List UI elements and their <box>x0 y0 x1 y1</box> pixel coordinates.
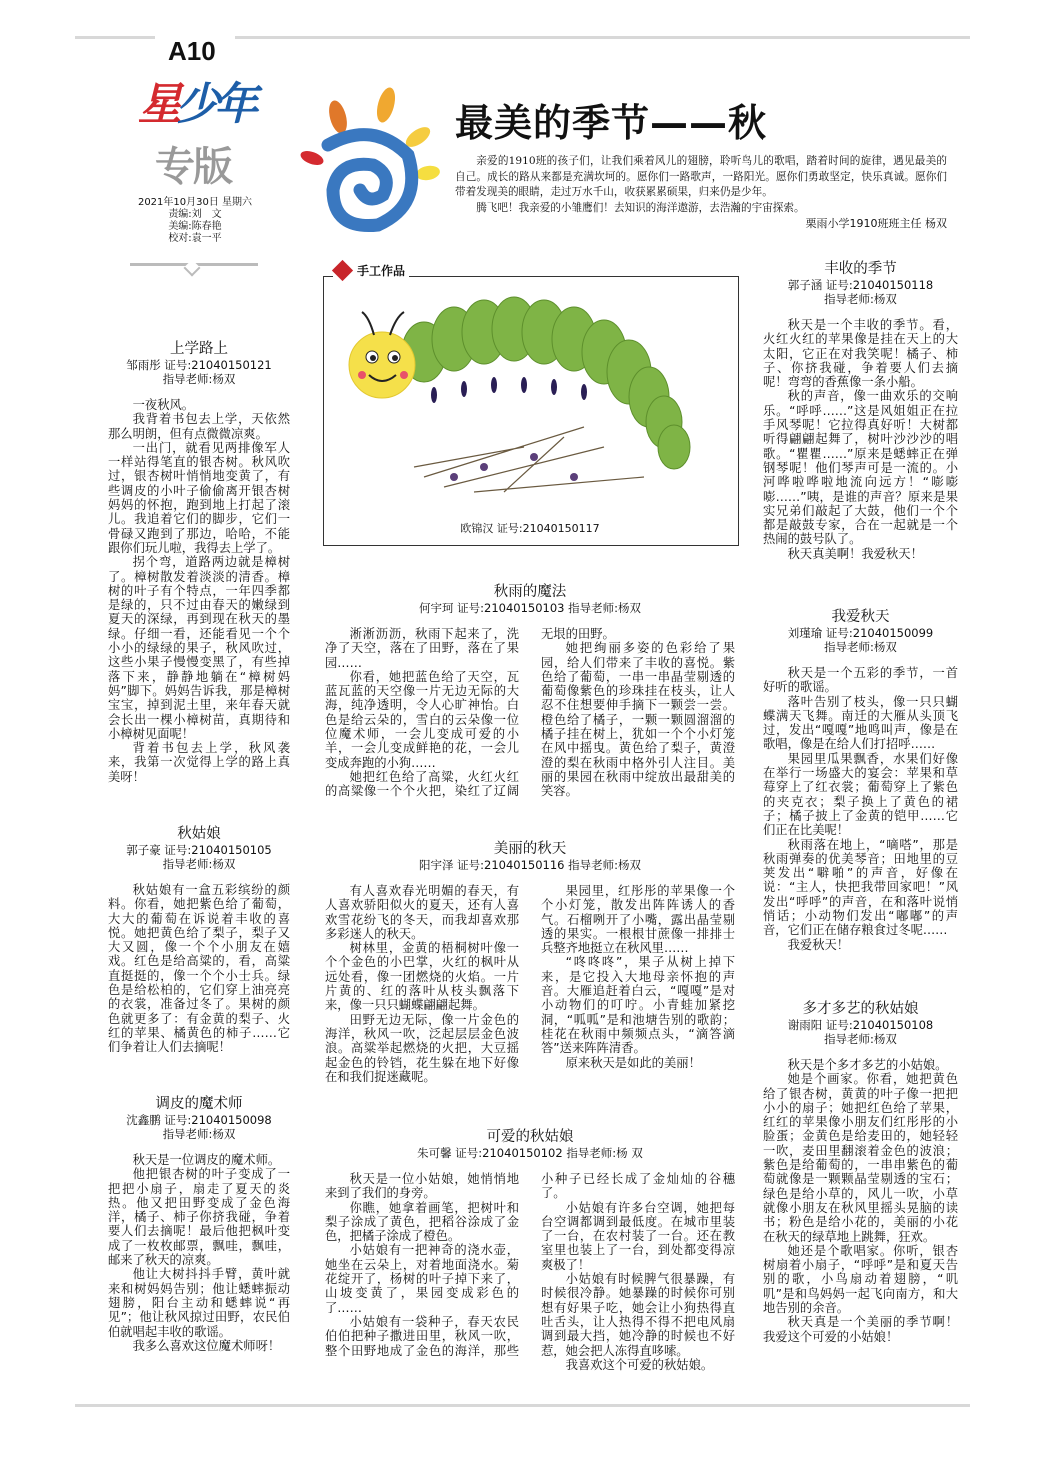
article-body <box>108 883 290 1055</box>
article-title: 美丽的秋天 <box>493 841 567 857</box>
article-paragraph: 他把银杏树的叶子变成了一把把小扇子，扇走了夏天的炎热。他又把田野变成了金色海洋，橘子、柿子你挤我碰，争着要人们去摘呢！最后他把枫叶变成了一枚枚邮票，飘哇，飘哇，邮来了秋天的凉爽。 <box>108 1167 290 1268</box>
author-name: 郭子豪 <box>126 843 161 857</box>
article-byline <box>763 278 958 292</box>
proofreader: 校对:袁一平 <box>168 233 222 244</box>
article-teacher <box>108 1127 290 1141</box>
artwork-section-tag <box>333 262 409 280</box>
student-id: 证号:21040150103 <box>457 601 565 615</box>
article-body <box>325 627 735 799</box>
caterpillar-leaf-art-icon <box>324 277 738 517</box>
article-byline <box>763 626 958 640</box>
article-paragraph: 你瞧，她拿着画笔，把树叶和梨子涂成了黄色，把稻谷涂成了金色，把橘子涂成了橙色。 <box>325 1200 519 1244</box>
article-paragraph: 小姑娘有时候脾气很暴躁，有时候很冷静。她暴躁的时候你可别想有好果子吃，她会让小狗热得直吐舌头，让人热得不得不把电风扇调到最大挡，她冷静的时候也不好惹，她会把人冻得直哆嗦。 <box>541 1272 735 1358</box>
article-paragraph: 她把红色给了高粱，火红火红的高粱像一个个火把，染红了辽阔无垠的田野。 <box>325 627 615 799</box>
artwork-frame <box>323 276 739 546</box>
article-body <box>108 1153 290 1353</box>
article-paragraph: 树林里，金黄的梧桐树叶像一个个金色的小巴掌，火红的枫叶从远处看，像一团燃烧的火焰。一片片黄的、红的落叶从枝头飘落下来，像一只只蝴蝶翩翩起舞。 <box>325 941 519 1013</box>
article-paragraph: 有人喜欢春光明媚的春天，有人喜欢骄阳似火的夏天，还有人喜欢雪花纷飞的冬天，而我却喜欢那多彩迷人的秋天。 <box>325 884 519 941</box>
student-id: 证号:21040150105 <box>164 843 272 857</box>
student-id: 证号:21040150098 <box>164 1113 272 1127</box>
article <box>108 1095 290 1353</box>
artwork-caption: 欧锦汉 证号:21040150117 <box>460 522 600 535</box>
article-paragraph: 她是个画家。你看，她把黄色给了银杏树，黄黄的叶子像一把把小小的扇子；她把红色给了苹果，红红的苹果像小朋友们红彤彤的小脸蛋；金黄色是给麦田的，她轻轻一吹，麦田里翻滚着金色的波浪；紫色是给葡萄的，一串串紫色的葡萄就像是一颗颗晶莹剔透的宝石；绿色是给小草的，风儿一吹，小草就像小朋友在秋风里摇头晃脑的读书；粉色是给小花的，美丽的小花在秋天的绿草地上跳舞，狂欢。 <box>763 1072 958 1244</box>
article-title: 秋雨的魔法 <box>493 584 567 600</box>
article <box>108 825 290 1055</box>
teacher-name: 指导老师:杨双 <box>824 1032 897 1046</box>
article-paragraph: “咚咚咚”，果子从树上掉下来，是它投入大地母亲怀抱的声音。大雁追赶着白云，“嘎嘎”是对小动物们的叮咛。小青蛙加紧挖洞，“呱呱”是和池塘告别的歌韵；桂花在秋雨中频频点头，“滴答滴答”送来阵阵清香。 <box>541 955 735 1056</box>
article <box>763 608 958 952</box>
artwork-tag-label: 手工作品 <box>357 264 406 278</box>
article-paragraph: 果园里瓜果飘香，水果们好像在举行一场盛大的宴会：苹果和草莓穿上了红衣裳；葡萄穿上了紫色的夹克衣；梨子换上了黄色的裙子；橘子披上了金黄的铠甲……它们正在比美呢！ <box>763 751 958 838</box>
article-teacher <box>763 292 958 306</box>
article-byline <box>108 1113 290 1127</box>
article-body <box>763 666 958 952</box>
top-rule-left <box>75 36 155 39</box>
article-paragraph: 我爱秋天！ <box>787 937 850 952</box>
article-paragraph: 秋姑娘有一盒五彩缤纷的颜料。你看，她把紫色给了葡萄，大大的葡萄在诉说着丰收的喜悦。她把黄色给了梨子，梨子又大又圆，像一个个小朋友在嬉戏。红色是给高粱的，看，高粱直挺挺的，像一个个小士兵。绿色是给松柏的，它们穿上油亮亮的衣裳，准备过冬了。果树的颜色就更多了：有金黄的梨子、火红的苹果、橘黄色的柿子……它们争着让人们去摘呢！ <box>108 883 290 1055</box>
author-name: 郭子涵 <box>787 278 823 292</box>
article-paragraph: 果园里，红彤彤的苹果像一个个小灯笼，散发出阵阵诱人的香气。石榴咧开了小嘴，露出晶莹剔透的果实。一根根甘蔗像一排排士兵整齐地挺立在秋风里…… <box>541 884 735 956</box>
article-paragraph: 秋天是一个丰收的季节。看，火红火红的苹果像是挂在天上的大太阳，它正在对我笑呢！橘子、柿子、你挤我碰，争着要人们去摘呢！弯弯的香蕉像一条小船。 <box>763 318 958 390</box>
article-teacher <box>108 372 290 386</box>
article-paragraph: 她还是个歌唱家。你听，银杏树扇着小扇子，“呼呼”是和夏天告别的歌，小鸟扇动着翅膀，“叽叽”是和鸟妈妈一起飞向南方，和大地告别的余音。 <box>763 1243 958 1316</box>
art-editor: 美编:陈春艳 <box>168 221 222 232</box>
teacher-name: 指导老师:杨双 <box>824 292 897 306</box>
student-id: 证号:21040150121 <box>164 358 272 372</box>
article-byline <box>325 858 735 872</box>
article-teacher <box>108 857 290 871</box>
article <box>325 1128 735 1372</box>
article-title: 丰收的季节 <box>824 261 897 277</box>
article-paragraph: 我多么喜欢这位魔术师呀！ <box>132 1338 281 1353</box>
article <box>763 260 958 561</box>
article-paragraph: 淅淅沥沥，秋雨下起来了，洗净了天空，落在了田野，落在了果园…… <box>325 627 519 670</box>
teacher-name: 指导老师:杨 双 <box>566 1146 643 1160</box>
sun-spiral-logo-icon <box>298 85 443 235</box>
article-paragraph: 小姑娘有许多台空调，她把每台空调都调到最低度。在城市里装了一台，在农村装了一台。还在教室里也装上了一台，到处都变得凉爽极了！ <box>541 1200 735 1272</box>
author-name: 刘瑾瑜 <box>787 626 823 640</box>
teacher-name: 指导老师:杨双 <box>162 1127 236 1141</box>
article-paragraph: 她把绚丽多姿的色彩给了果园，给人们带来了丰收的喜悦。紫色给了葡萄，一串一串晶莹剔透的葡萄像紫色的珍珠挂在枝头，让人忍不住想要伸手摘下一颗尝一尝。橙色给了橘子，一颗一颗圆溜溜的橘子挂在树上，犹如一个个小灯笼在风中摇曳。黄色给了梨子，黄澄澄的梨在秋雨中格外引人注目。美丽的果园在秋雨中绽放出最甜美的笑容。 <box>541 641 735 799</box>
student-id: 证号:21040150108 <box>825 1018 934 1032</box>
article <box>325 583 735 799</box>
author-name: 朱可馨 <box>417 1146 452 1160</box>
article-paragraph: 小姑娘有一袋种子，春天农民伯伯把种子撒进田里，秋风一吹，整个田野地成了金色的海洋，那些小种子已经长成了金灿灿的谷穗了。 <box>325 1172 735 1358</box>
intro-paragraph: 亲爱的1910班的孩子们，让我们乘着风儿的翅膀，聆听鸟儿的歌唱，踏着时间的旋律，遇见最美的自己。成长的路从来都是充满坎坷的。愿你们一路歌声，一路阳光。愿你们勇敢坚定，快乐真诚。愿你们带着发现美的眼睛，走过万水千山，收获累累硕果，归来仍是少年。 <box>455 155 947 198</box>
article-title: 秋姑娘 <box>177 826 221 842</box>
tag-diamond-icon <box>332 260 353 281</box>
bottom-rule <box>75 1404 970 1407</box>
teacher-name: 指导老师:杨双 <box>568 858 642 872</box>
article-paragraph: 原来秋天是如此的美丽！ <box>565 1055 701 1070</box>
student-id: 证号:21040150118 <box>825 278 934 292</box>
article-title: 上学路上 <box>170 341 228 357</box>
article-paragraph: 我喜欢这个可爱的秋姑娘。 <box>565 1357 714 1372</box>
article-body <box>325 1172 735 1372</box>
article-body <box>325 884 735 1084</box>
article-byline <box>325 601 735 615</box>
article-byline <box>108 843 290 857</box>
article <box>325 840 735 1084</box>
article-paragraph: 小姑娘有一把神奇的浇水壶，她坐在云朵上，对着地面浇水。菊花绽开了，杨树的叶子掉下来了，山坡变黄了，果园变成彩色的了…… <box>325 1243 519 1315</box>
article-paragraph: 你看，她把蓝色给了天空，瓦蓝瓦蓝的天空像一片无边无际的大海，纯净透明，令人心旷神怡。白色是给云朵的，雪白的云朵像一位位魔术师，一会儿变成可爱的小羊，一会儿变成鲜艳的花，一会儿变成奔跑的小狗…… <box>325 669 519 770</box>
article-paragraph: 一夜秋风。 <box>132 398 195 412</box>
author-name: 谢雨阳 <box>787 1018 823 1032</box>
teacher-name: 指导老师:杨双 <box>568 601 642 615</box>
page-title: 最美的季节——秋 <box>455 101 768 145</box>
article-paragraph: 拐个弯，道路两边就是樟树了。樟树散发着淡淡的清香。樟树的叶子有个特点，一年四季都是绿的，只不过由春天的嫩绿到夏天的深绿，再到现在秋天的墨绿。仔细一看，还能看见一个个小小的绿绿的果子，秋风吹过，这些小果子慢慢变黑了，有些掉落下来，静静地躺在“樟树妈妈”脚下。妈妈告诉我，那是樟树宝宝，掉到泥土里，来年春天就会长出一棵小樟树苗，真期待和小樟树见面呢！ <box>108 555 290 741</box>
article-title: 我爱秋天 <box>831 609 890 625</box>
article-teacher <box>763 1032 958 1046</box>
intro-paragraph: 腾飞吧！我亲爱的小雏鹰们！去知识的海洋遨游，去浩瀚的宇宙探索。 <box>476 201 805 214</box>
teacher-name: 指导老师:杨双 <box>162 372 236 386</box>
section-label: 专版 <box>155 143 231 190</box>
issue-date: 2021年10月30日 星期六 <box>137 197 253 208</box>
article-paragraph: 背着书包去上学，秋风袭来，我第一次觉得上学的路上真美呀！ <box>108 741 290 784</box>
article-paragraph: 秋的声音，像一曲欢乐的交响乐。“呼呼……”这是风姐姐正在拉手风琴呢！它拉得真好听！大树都听得翩翩起舞了，树叶沙沙沙的唱歌。“瞿瞿……”原来是蟋蟀正在弹钢琴呢！他们琴声可是一流的。小河哗啦哗啦地流向远方！“嘭嘭嘭……”咦，是谁的声音？原来是果实兄弟们敲起了大鼓，他们一个个都是敲鼓专家，合在一起就是一个热闹的鼓号队了。 <box>763 389 958 547</box>
student-id: 证号:21040150099 <box>825 626 934 640</box>
article-body <box>763 318 958 561</box>
student-id: 证号:21040150116 <box>457 858 565 872</box>
article-body <box>763 1058 958 1344</box>
article-byline <box>108 358 290 372</box>
intro-signature: 栗雨小学1910班班主任 杨双 <box>805 217 947 230</box>
article-byline <box>325 1146 735 1160</box>
article <box>763 1000 958 1344</box>
article-title: 可爱的秋姑娘 <box>486 1129 574 1145</box>
article-paragraph: 秋天真美啊！我爱秋天！ <box>787 546 923 561</box>
article-byline <box>763 1018 958 1032</box>
article-title: 调皮的魔术师 <box>155 1096 243 1112</box>
article-title: 多才多艺的秋姑娘 <box>802 1001 919 1017</box>
article-paragraph: 田野无边无际，像一片金色的海洋，秋风一吹，泛起层层金色波浪。高粱举起燃烧的火把，大豆摇起金色的铃铛，花生躲在地下好像在和我们捉迷藏呢。 <box>325 1012 519 1084</box>
page-number: A10 <box>168 36 216 66</box>
article-paragraph: 秋天是一位调皮的魔术师。 <box>132 1153 281 1167</box>
article <box>108 340 290 784</box>
article-body <box>108 398 290 784</box>
publication-logo: 星少年 <box>138 79 252 130</box>
top-rule-right <box>235 36 970 39</box>
article-paragraph: 秋天是个多才多艺的小姑娘。 <box>787 1058 948 1072</box>
author-name: 何宇珂 <box>418 601 454 615</box>
article-paragraph: 秋天是一位小姑娘，她悄悄地来到了我们的身旁。 <box>325 1172 519 1201</box>
author-name: 阳宇泽 <box>418 858 454 872</box>
article-paragraph: 我背着书包去上学，天依然那么明朗，但有点微微凉爽。 <box>108 412 290 441</box>
article-paragraph: 秋雨落在地上，“嘀嗒”，那是秋雨弹奏的优美琴音；田地里的豆荚发出“噼啪”的声音，好像在说：“主人，快把我带回家吧！”风发出“呼呼”的声音，在和落叶说悄悄话；小动物们发出“嘟嘟”的声音，它们正在储存粮食过冬呢…… <box>763 837 958 938</box>
teacher-name: 指导老师:杨双 <box>824 640 897 654</box>
article-paragraph: 一出门，就看见两排像军人一样站得笔直的银杏树。秋风吹过，银杏树叶悄悄地变黄了，有些调皮的小叶子偷偷离开银杏树妈妈的怀抱，跑到地上打起了滚儿。我追着它们的脚步，它们一骨碌又跑到了那边，哈哈，不能跟你们玩儿啦，我得去上学了。 <box>108 440 290 555</box>
author-name: 邹雨彤 <box>126 358 161 372</box>
student-id: 证号:21040150102 <box>455 1146 563 1160</box>
editor: 责编:刘 文 <box>168 209 222 220</box>
teacher-name: 指导老师:杨双 <box>162 857 236 871</box>
article-paragraph: 落叶告别了枝头，像一只只蝴蝶满天飞舞。南迁的大雁从头顶飞过，发出“嘎嘎”地鸣叫声，像是在歌唱，像是在给人们打招呼…… <box>763 694 958 752</box>
article-paragraph: 他让大树抖抖手臂，黄叶就来和树妈妈告别；他让蟋蟀振动翅膀，阳台主动和蟋蟀说“再见”；他让秋风掠过田野，农民伯伯就唱起丰收的歌谣。 <box>108 1267 290 1339</box>
intro-letter <box>455 154 947 232</box>
article-teacher <box>763 640 958 654</box>
article-paragraph: 秋天是一个五彩的季节，一首好听的歌谣。 <box>763 666 958 695</box>
author-name: 沈鑫鹏 <box>126 1113 161 1127</box>
article-paragraph: 秋天真是一个美丽的季节啊！我爱这个可爱的小姑娘！ <box>763 1315 958 1344</box>
